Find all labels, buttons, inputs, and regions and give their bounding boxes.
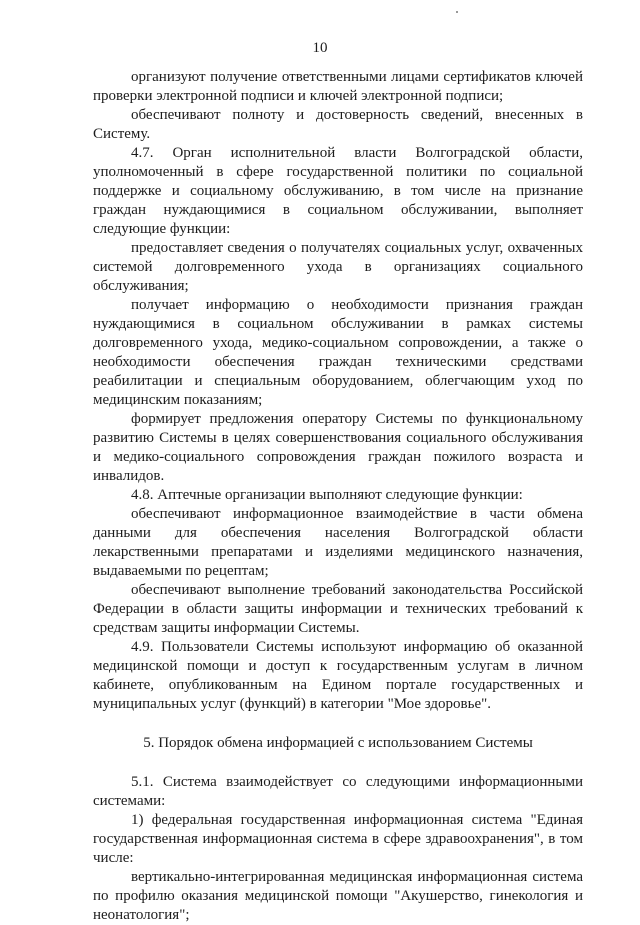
document-body	[93, 68, 583, 925]
paragraph: 4.9. Пользователи Системы используют информацию об оказанной медицинской помощи и доступ к государственным услугам в личном кабинете, опубликованным на Едином портале государственных и муниципальных услуг (функций) в категории "Мое здоровье".	[93, 639, 583, 712]
paragraph: обеспечивают выполнение требований законодательства Российской Федерации в области защиты информации и технических требований к средствам защиты информации Системы.	[93, 582, 583, 636]
paragraph: обеспечивают информационное взаимодействие в части обмена данными для обеспечения населения Волгоградской области лекарственными препаратами и изделиями медицинского назначения, выдаваемыми по рецептам;	[93, 506, 583, 579]
paragraph: 1) федеральная государственная информационная система "Единая государственная информационная система в сфере здравоохранения", в том числе:	[93, 812, 583, 866]
paragraph: обеспечивают полноту и достоверность сведений, внесенных в Систему.	[93, 107, 583, 142]
paragraph: организуют получение ответственными лицами сертификатов ключей проверки электронной подписи и ключей электронной подписи;	[93, 69, 583, 104]
paragraph: 5.1. Система взаимодействует со следующими информационными системами:	[93, 774, 583, 809]
paragraph: 4.7. Орган исполнительной власти Волгоградской области, уполномоченный в сфере государственной политики по социальной поддержке и социальному обслуживанию, в том числе на признание граждан нуждающимися в социальном обслуживании, выполняет следующие функции:	[93, 145, 583, 237]
paragraph: предоставляет сведения о получателях социальных услуг, охваченных системой долговременного ухода в организациях социального обслуживания;	[93, 240, 583, 294]
section-heading: 5. Порядок обмена информацией с использованием Системы	[143, 735, 533, 751]
paragraph: формирует предложения оператору Системы по функциональному развитию Системы в целях совершенствования социального обслуживания и медико-социального сопровождения граждан пожилого возраста и инвалидов.	[93, 411, 583, 484]
paragraph: получает информацию о необходимости признания граждан нуждающимися в социальном обслуживании в рамках системы долговременного ухода, медико-социальном сопровождении, а также о необходимости обеспечения граждан техническими средствами реабилитации и специальным оборудованием, облегчающим уход по медицинским показаниям;	[93, 297, 583, 408]
page-number: 10	[312, 40, 328, 56]
paragraph: 4.8. Аптечные организации выполняют следующие функции:	[131, 487, 523, 503]
paragraph: вертикально-интегрированная медицинская информационная система по профилю оказания медицинской помощи "Акушерство, гинекология и неонатология";	[93, 869, 583, 923]
scan-speck	[456, 11, 458, 13]
